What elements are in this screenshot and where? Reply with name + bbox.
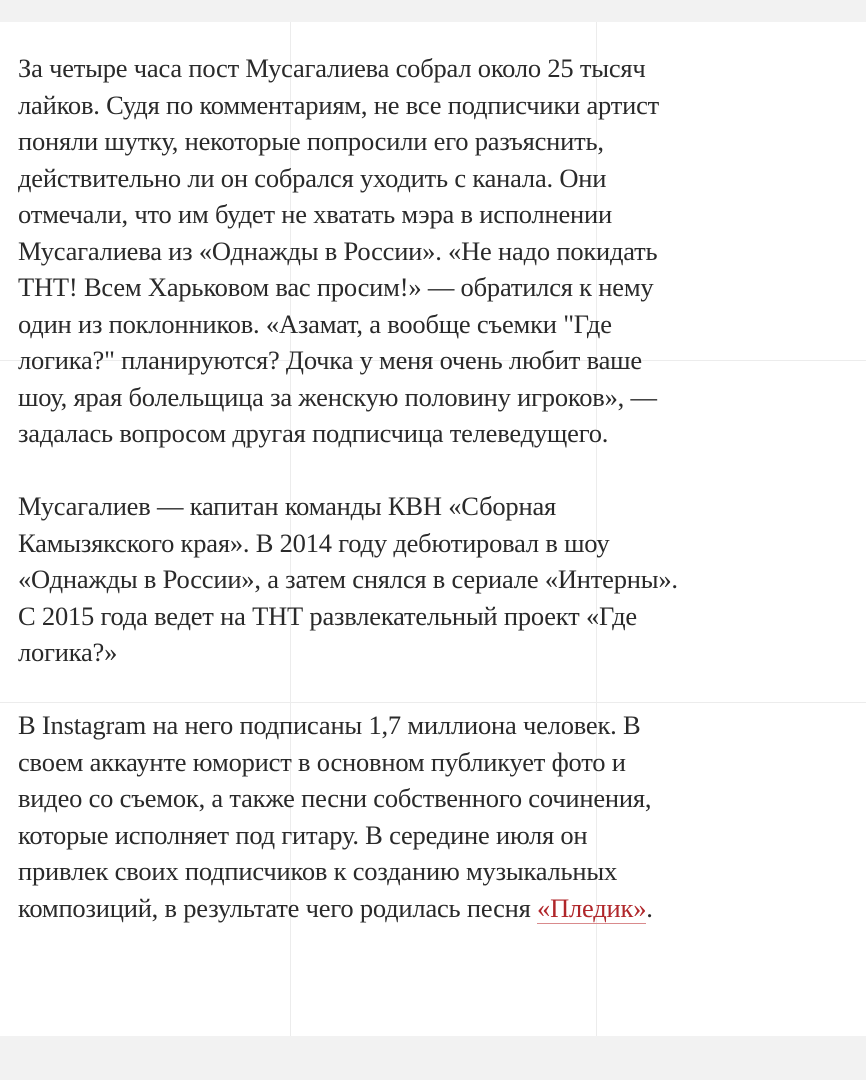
text-line: За четыре часа пост Мусагалиева собрал около 25 тысяч — [18, 53, 646, 83]
paragraph-comments — [18, 50, 848, 452]
text-line: своем аккаунте юморист в основном публикует фото и — [18, 746, 626, 777]
article-body — [18, 50, 848, 963]
article-page — [0, 22, 866, 1036]
text-line-with-link — [18, 890, 848, 927]
text-line: логика?" планируются? Дочка у меня очень любит ваше — [18, 345, 642, 375]
text-line: шоу, ярая болельщица за женскую половину игроков», — — [18, 381, 657, 412]
text-line: логика?» — [18, 637, 118, 667]
text-line: В Instagram на него подписаны 1,7 миллиона человек. В — [18, 710, 641, 740]
text-line: Мусагалиева из «Однажды в России». «Не надо покидать — [18, 235, 658, 266]
paragraph-biography — [18, 488, 848, 671]
text-line: которые исполняет под гитару. В середине июля он — [18, 819, 588, 850]
text-line: один из поклонников. «Азамат, а вообще съемки "Где — [18, 308, 612, 339]
text-line: отмечали, что им будет не хватать мэра в исполнении — [18, 199, 612, 229]
text-line: «Однажды в России», а затем снялся в сериале «Интерны». — [18, 564, 678, 594]
text-line: Камызякского края». В 2014 году дебютировал в шоу — [18, 527, 610, 558]
text-line: задалась вопросом другая подписчица телеведущего. — [18, 418, 609, 448]
text-line: С 2015 года ведет на ТНТ развлекательный проект «Где — [18, 600, 637, 631]
text-line: поняли шутку, некоторые попросили его разъяснить, — [18, 126, 604, 156]
text-line: ТНТ! Всем Харьковом вас просим!» — обратился к нему — [18, 272, 654, 302]
text-fragment: . — [646, 892, 653, 923]
text-line: Мусагалиев — капитан команды КВН «Сборная — [18, 491, 557, 521]
paragraph-instagram — [18, 707, 848, 926]
text-line: действительно ли он собрался уходить с канала. Они — [18, 162, 607, 193]
text-line: видео со съемок, а также песни собственного сочинения, — [18, 783, 652, 813]
song-link[interactable]: «Пледик» — [537, 892, 647, 923]
text-line: лайков. Судя по комментариям, не все подписчики артист — [18, 89, 660, 120]
text-fragment: композиций, в результате чего родилась песня — [18, 892, 538, 923]
text-line: привлек своих подписчиков к созданию музыкальных — [18, 856, 618, 886]
